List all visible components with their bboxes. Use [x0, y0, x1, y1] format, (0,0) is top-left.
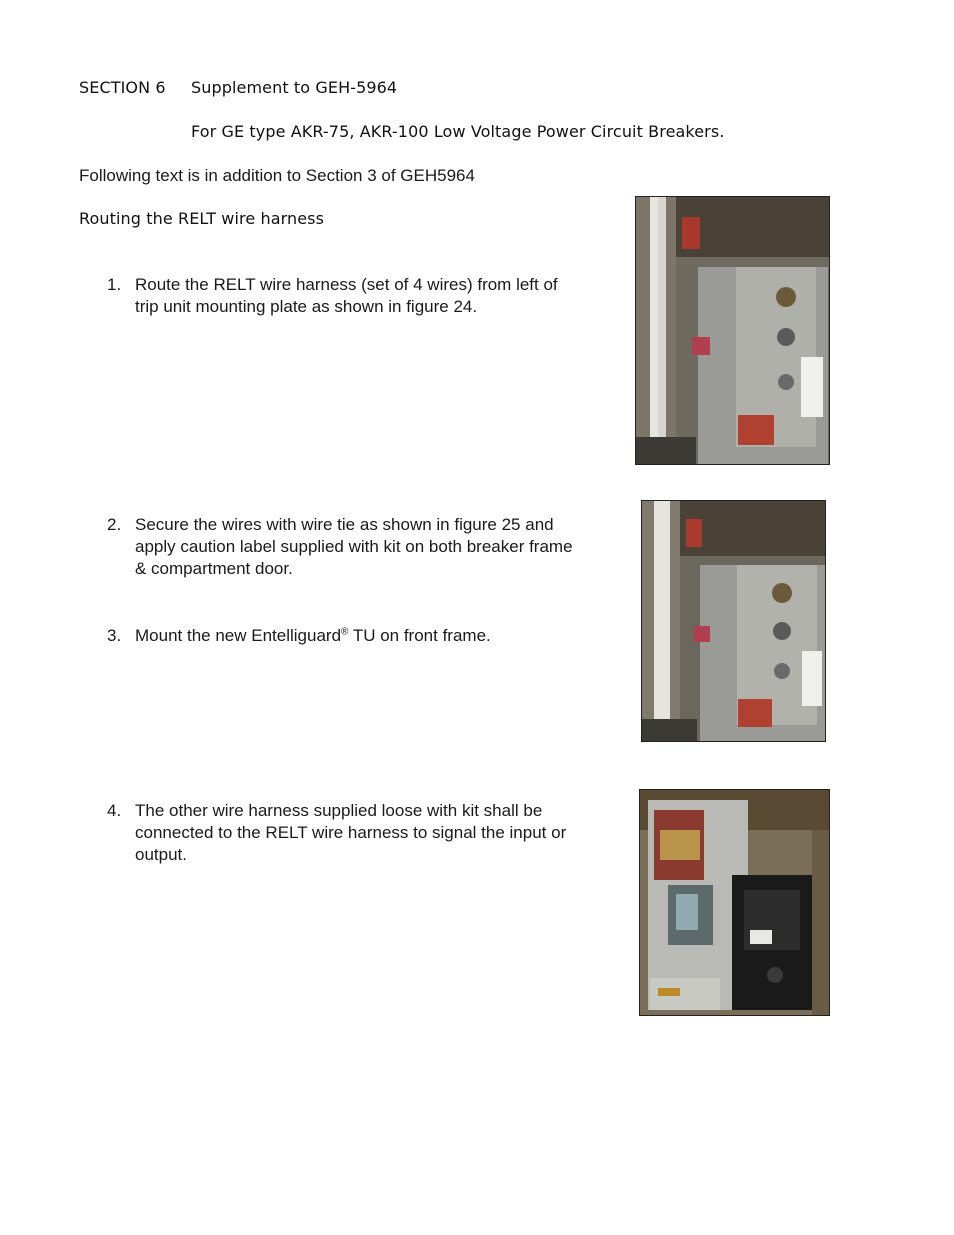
- list-item: [107, 514, 582, 580]
- step-number: 1.: [107, 275, 122, 294]
- step-text: Secure the wires with wire tie as shown in figure 25 and apply caution label supplied with kit on both breaker frame & compartment door.: [135, 515, 573, 578]
- registered-mark: ®: [341, 626, 349, 638]
- step-number: 2.: [107, 515, 122, 534]
- list-item: [107, 274, 582, 318]
- figure-photo-wire-tie: [641, 500, 826, 742]
- figure-photo-trip-unit-wiring: [635, 196, 830, 465]
- step-text-part: TU on front frame.: [348, 626, 491, 645]
- section-label: SECTION 6: [79, 78, 166, 97]
- intro-text: Following text is in addition to Section 3 of GEH5964: [79, 166, 475, 185]
- step-text: The other wire harness supplied loose with kit shall be connected to the RELT wire harness to signal the input or output.: [135, 801, 567, 864]
- step-text: [135, 625, 582, 647]
- supplement-title: Supplement to GEH-5964: [191, 78, 398, 97]
- step-text: Route the RELT wire harness (set of 4 wires) from left of trip unit mounting plate as shown in figure 24.: [135, 275, 558, 316]
- step-number: 3.: [107, 626, 122, 645]
- figure-photo-breaker-front: [639, 789, 830, 1016]
- document-subtitle: For GE type AKR-75, AKR-100 Low Voltage Power Circuit Breakers.: [191, 122, 725, 141]
- step-number: 4.: [107, 801, 122, 820]
- list-item: [107, 800, 587, 866]
- list-item: [107, 625, 582, 647]
- step-text-part: Mount the new Entelliguard: [135, 626, 342, 645]
- section-heading: Routing the RELT wire harness: [79, 209, 325, 228]
